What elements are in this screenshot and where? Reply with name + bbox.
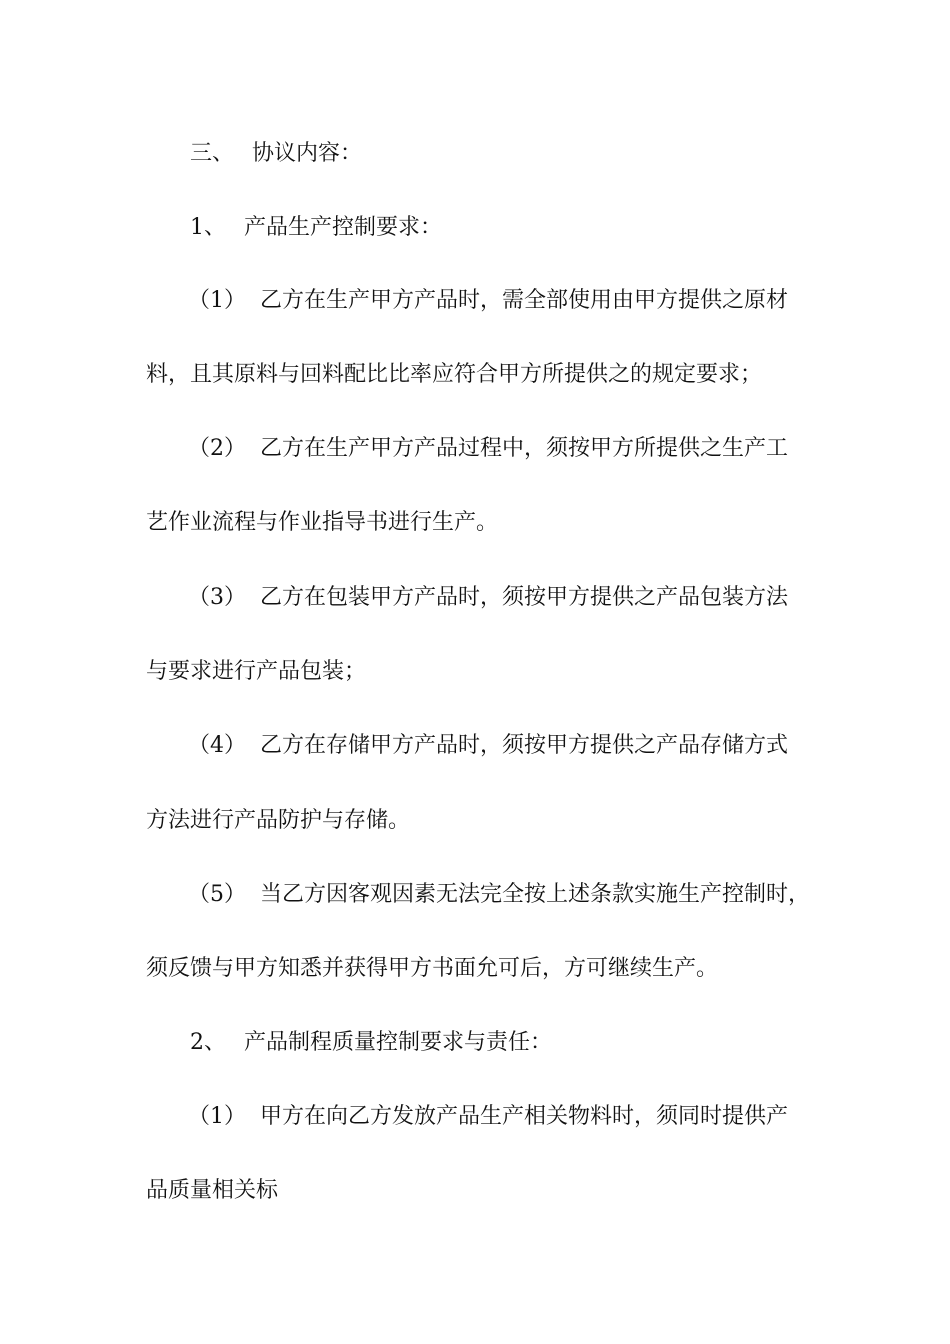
point-text: 乙方在生产甲方产品时，需全部使用由甲方提供之原材 — [260, 288, 789, 313]
paragraph-continuation: 料，且其原料与回料配比比率应符合甲方所提供之的规定要求； — [146, 362, 763, 387]
point-number: （1） — [188, 288, 246, 313]
section-heading — [146, 139, 870, 169]
point-text: 当乙方因客观因素无法完全按上述条款实施生产控制时， — [260, 882, 811, 907]
point-text: 乙方在包装甲方产品时，须按甲方提供之产品包装方法 — [260, 585, 789, 610]
item-1-number: 1、 — [190, 215, 226, 240]
section-heading-text: 协议内容： — [252, 141, 363, 166]
paragraph-line — [146, 583, 868, 613]
paragraph-line — [146, 731, 868, 761]
point-text: 甲方在向乙方发放产品生产相关物料时，须同时提供产 — [260, 1104, 789, 1129]
point-number: （2） — [188, 436, 246, 461]
paragraph-line — [146, 286, 868, 316]
paragraph-line — [146, 880, 868, 910]
item-1-text: 产品生产控制要求： — [244, 215, 443, 240]
paragraph-continuation: 品质量相关标 — [146, 1178, 279, 1203]
section-heading-number: 三、 — [190, 141, 235, 166]
paragraph-continuation: 须反馈与甲方知悉并获得甲方书面允可后，方可继续生产。 — [146, 956, 719, 981]
item-2-number: 2、 — [190, 1030, 226, 1055]
item-2-text: 产品制程质量控制要求与责任： — [244, 1030, 553, 1055]
point-number: （4） — [188, 733, 246, 758]
paragraph-line — [146, 1102, 868, 1132]
point-text: 乙方在存储甲方产品时，须按甲方提供之产品存储方式 — [260, 733, 789, 758]
item-2-heading — [146, 1028, 870, 1058]
paragraph-continuation: 与要求进行产品包装； — [146, 659, 367, 684]
paragraph-continuation: 方法进行产品防护与存储。 — [146, 808, 411, 833]
point-number: （5） — [188, 882, 246, 907]
point-number: （1） — [188, 1104, 246, 1129]
paragraph-line — [146, 434, 868, 464]
point-text: 乙方在生产甲方产品过程中，须按甲方所提供之生产工 — [260, 436, 789, 461]
paragraph-continuation: 艺作业流程与作业指导书进行生产。 — [146, 510, 499, 535]
point-number: （3） — [188, 585, 246, 610]
item-1-heading — [146, 213, 870, 243]
